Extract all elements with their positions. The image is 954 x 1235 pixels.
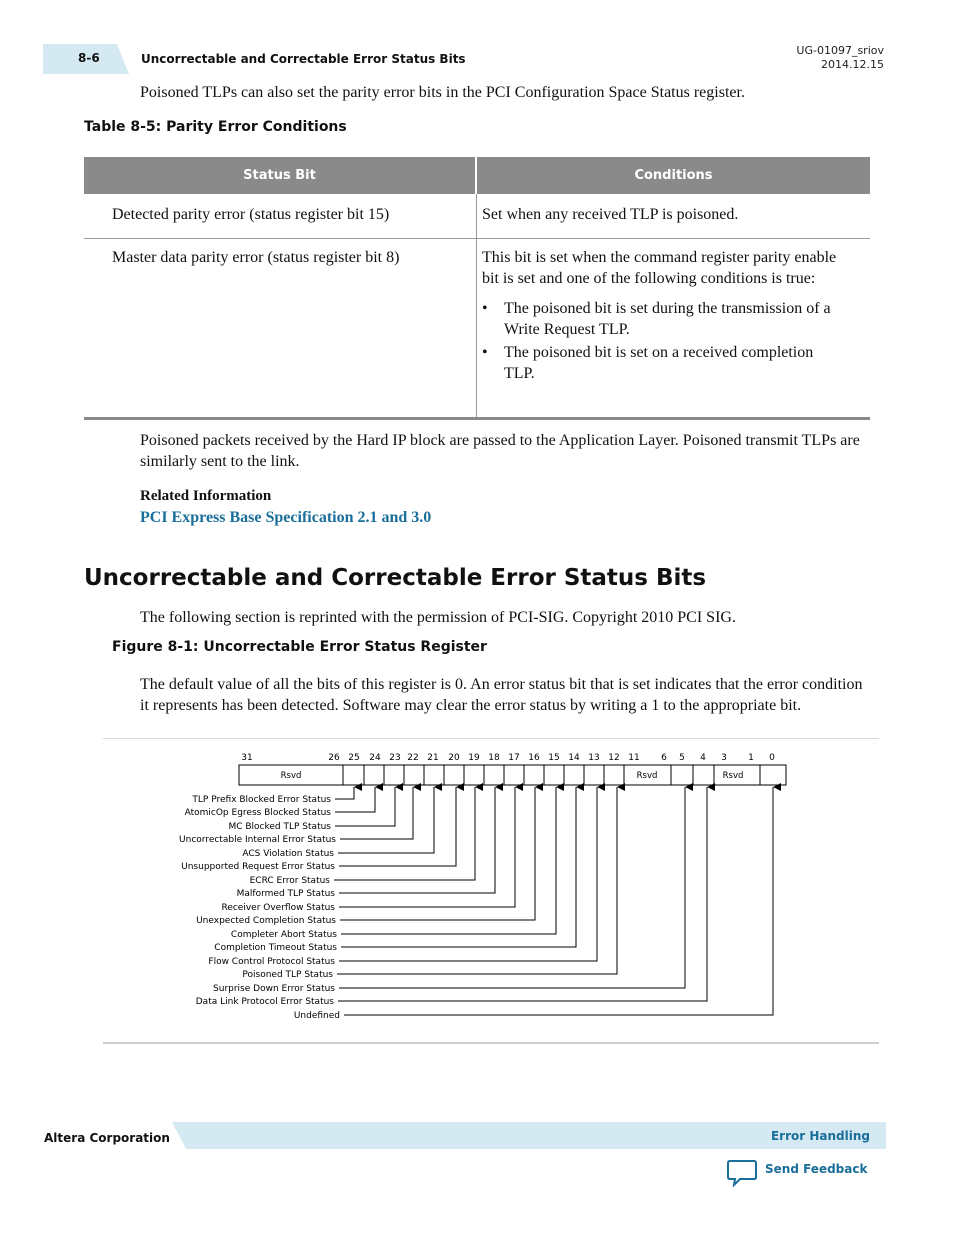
bit-number-label: 19 bbox=[468, 753, 480, 763]
bit-number-label: 5 bbox=[679, 753, 685, 763]
pcie-spec-link[interactable]: PCI Express Base Specification 2.1 and 3.0 bbox=[140, 509, 432, 526]
bit-number-label: 1 bbox=[748, 753, 754, 763]
bit-number-label: 15 bbox=[548, 753, 560, 763]
condition-text: This bit is set when the command register parity enable bit is set and one of the following conditions is true: bbox=[482, 249, 837, 287]
bit-number-label: 4 bbox=[700, 753, 706, 763]
field-name-label: Poisoned TLP Status bbox=[242, 970, 333, 980]
bit-number-label: 25 bbox=[348, 753, 360, 763]
bit-number-label: 0 bbox=[769, 753, 775, 763]
bit-number-label: 11 bbox=[628, 753, 640, 763]
intro-paragraph: Poisoned TLPs can also set the parity error bits in the PCI Configuration Space Status register. bbox=[140, 84, 745, 101]
column-header-conditions: Conditions bbox=[477, 157, 870, 194]
bit-number-label: 23 bbox=[389, 753, 401, 763]
cell-condition: Set when any received TLP is poisoned. bbox=[482, 206, 739, 223]
reserved-field-label: Rsvd bbox=[280, 771, 302, 781]
footer-chapter-link[interactable]: Error Handling bbox=[770, 1129, 870, 1143]
field-name-label: ACS Violation Status bbox=[242, 849, 334, 859]
field-pointer-line bbox=[340, 787, 413, 839]
bit-number-label: 13 bbox=[588, 753, 600, 763]
bit-number-label: 12 bbox=[608, 753, 620, 763]
footer-company: Altera Corporation bbox=[44, 1131, 170, 1145]
field-pointer-line bbox=[344, 787, 773, 1015]
bit-number-label: 24 bbox=[369, 753, 381, 763]
field-pointer-line bbox=[339, 787, 597, 961]
field-name-label: Unexpected Completion Status bbox=[196, 916, 336, 926]
after-table-paragraph: Poisoned packets received by the Hard IP block are passed to the Application Layer. Poisoned transmit TLPs are similarly sent to the link. bbox=[140, 432, 860, 470]
field-name-label: ECRC Error Status bbox=[249, 876, 330, 886]
field-name-label: AtomicOp Egress Blocked Status bbox=[184, 808, 331, 818]
doc-date: 2014.12.15 bbox=[821, 58, 884, 71]
running-header-title: Uncorrectable and Correctable Error Status Bits bbox=[141, 52, 466, 66]
field-pointer-line bbox=[335, 787, 354, 799]
field-name-label: Uncorrectable Internal Error Status bbox=[179, 835, 336, 845]
field-name-label: Unsupported Request Error Status bbox=[181, 862, 335, 872]
field-name-label: Undefined bbox=[293, 1011, 340, 1021]
field-pointer-line bbox=[339, 787, 515, 907]
figure-caption: Figure 8-1: Uncorrectable Error Status Register bbox=[112, 639, 487, 655]
field-name-label: Flow Control Protocol Status bbox=[208, 957, 335, 967]
field-pointer-line bbox=[341, 787, 556, 934]
doc-id: UG-01097_sriov bbox=[796, 44, 884, 57]
cell-status-bit: Detected parity error (status register bit 15) bbox=[84, 194, 477, 238]
bit-number-label: 26 bbox=[328, 753, 340, 763]
bit-number-label: 14 bbox=[568, 753, 580, 763]
field-name-label: Malformed TLP Status bbox=[236, 889, 335, 899]
field-name-label: Completion Timeout Status bbox=[214, 943, 337, 953]
section-heading: Uncorrectable and Correctable Error Status Bits bbox=[84, 565, 707, 591]
bit-number-label: 22 bbox=[407, 753, 419, 763]
field-name-label: Completer Abort Status bbox=[230, 930, 337, 940]
page-number: 8-6 bbox=[78, 51, 100, 65]
section-paragraph: The following section is reprinted with the permission of PCI-SIG. Copyright 2010 PCI SIG. bbox=[140, 609, 736, 626]
reserved-field-label: Rsvd bbox=[722, 771, 744, 781]
bit-number-label: 3 bbox=[721, 753, 727, 763]
bit-number-label: 18 bbox=[488, 753, 500, 763]
field-name-label: MC Blocked TLP Status bbox=[228, 822, 331, 832]
field-pointer-line bbox=[338, 787, 707, 1001]
condition-bullet: • The poisoned bit is set during the transmission of a Write Request TLP. bbox=[482, 298, 842, 340]
field-pointer-line bbox=[341, 787, 576, 947]
field-name-label: Surprise Down Error Status bbox=[213, 984, 335, 994]
field-pointer-line bbox=[335, 787, 395, 826]
bit-number-label: 16 bbox=[528, 753, 540, 763]
register-outline bbox=[239, 765, 786, 785]
field-pointer-line bbox=[339, 787, 495, 893]
feedback-icon[interactable] bbox=[727, 1159, 757, 1187]
field-pointer-line bbox=[339, 787, 685, 988]
condition-bullet: • The poisoned bit is set on a received completion TLP. bbox=[482, 342, 842, 384]
table-caption: Table 8-5: Parity Error Conditions bbox=[84, 119, 347, 135]
column-header-status-bit: Status Bit bbox=[84, 157, 475, 194]
bit-number-label: 20 bbox=[448, 753, 460, 763]
figure-paragraph: The default value of all the bits of this register is 0. An error status bit that is set indicates that the error condition it represents has been detected. Software may clear the error status by writing a 1 to the appropriate bit. bbox=[140, 676, 863, 714]
field-name-label: TLP Prefix Blocked Error Status bbox=[192, 795, 331, 805]
bit-number-label: 31 bbox=[241, 753, 253, 763]
field-name-label: Receiver Overflow Status bbox=[221, 903, 335, 913]
bit-number-label: 21 bbox=[427, 753, 439, 763]
send-feedback-link[interactable]: Send Feedback bbox=[765, 1162, 868, 1176]
field-name-label: Data Link Protocol Error Status bbox=[195, 997, 334, 1007]
bit-number-label: 17 bbox=[508, 753, 520, 763]
cell-status-bit: Master data parity error (status register bit 8) bbox=[84, 239, 477, 417]
reserved-field-label: Rsvd bbox=[636, 771, 658, 781]
bit-number-label: 6 bbox=[661, 753, 667, 763]
field-pointer-line bbox=[338, 787, 434, 853]
related-information-heading: Related Information bbox=[140, 488, 272, 504]
